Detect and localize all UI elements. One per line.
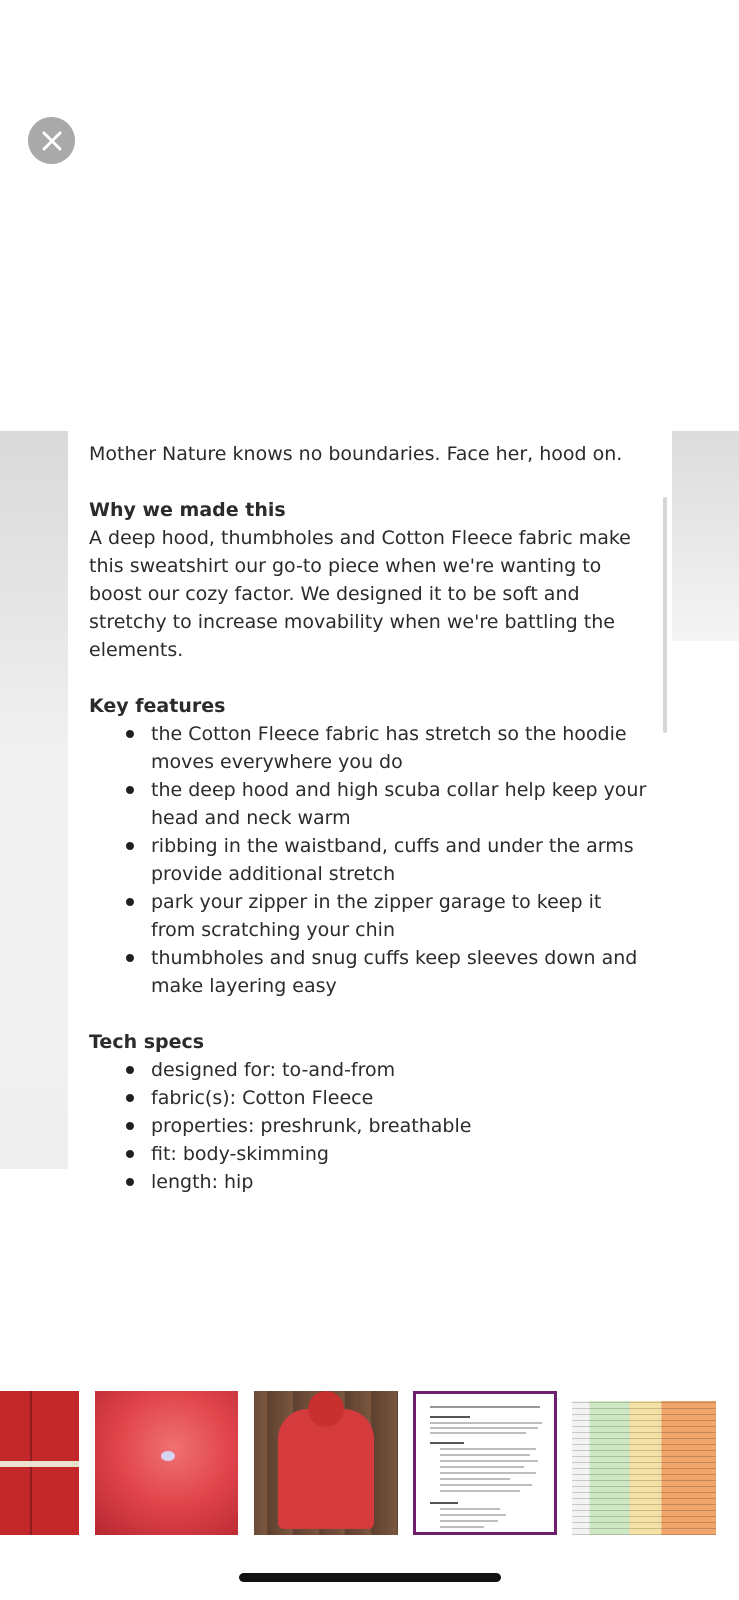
document-scrollbar[interactable] (663, 497, 667, 733)
why-text: A deep hood, thumbholes and Cotton Fleece fabric make this sweatshirt our go-to piece when we're wanting to boost our cozy factor. We designed it to be soft and stretchy to increase movability when we're battling the elements. (89, 527, 631, 661)
list-item: length: hip (151, 1168, 649, 1196)
close-button[interactable] (28, 117, 75, 164)
previous-image-edge (0, 431, 68, 1169)
hoodie-photo (278, 1409, 374, 1529)
list-item: fit: body-skimming (151, 1140, 649, 1168)
key-features-list (89, 720, 649, 1000)
thumbnail-4-selected[interactable] (413, 1391, 557, 1535)
tech-specs-list (89, 1056, 649, 1196)
list-item: ribbing in the waistband, cuffs and under the arms provide additional stretch (151, 832, 649, 888)
list-item: designed for: to-and-from (151, 1056, 649, 1084)
list-item: properties: preshrunk, breathable (151, 1112, 649, 1140)
thumbnail-strip (0, 1391, 739, 1536)
close-icon (41, 130, 63, 152)
list-item: thumbholes and snug cuffs keep sleeves down and make layering easy (151, 944, 649, 1000)
measuring-tape (0, 1461, 79, 1467)
image-viewer[interactable] (0, 431, 739, 1193)
home-indicator[interactable] (239, 1573, 501, 1582)
thumbhole-detail (161, 1451, 175, 1461)
next-image-edge (672, 431, 739, 641)
list-item: the deep hood and high scuba collar help keep your head and neck warm (151, 776, 649, 832)
thumbnail-5[interactable] (572, 1391, 716, 1535)
list-item: fabric(s): Cotton Fleece (151, 1084, 649, 1112)
tagline: Mother Nature knows no boundaries. Face her, hood on. (89, 443, 623, 465)
key-features-heading: Key features (89, 695, 226, 717)
list-item: the Cotton Fleece fabric has stretch so the hoodie moves everywhere you do (151, 720, 649, 776)
product-description-image (68, 431, 672, 1193)
list-item: park your zipper in the zipper garage to keep it from scratching your chin (151, 888, 649, 944)
tech-specs-heading: Tech specs (89, 1031, 205, 1053)
thumbnail-1[interactable] (0, 1391, 79, 1535)
description-text (89, 440, 649, 1196)
why-heading: Why we made this (89, 499, 286, 521)
thumbnail-3[interactable] (254, 1391, 398, 1535)
thumbnail-2[interactable] (95, 1391, 238, 1535)
